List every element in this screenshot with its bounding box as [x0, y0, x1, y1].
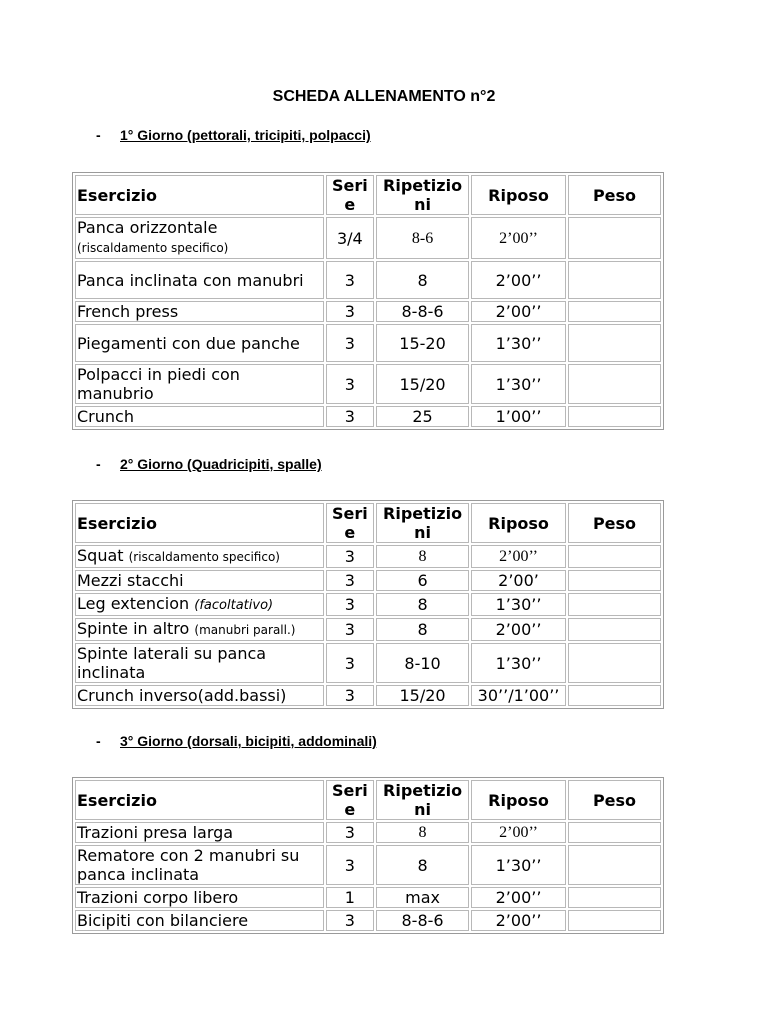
exercise-cell: Piegamenti con due panche: [75, 324, 324, 362]
exercise-cell: Squat (riscaldamento specifico): [75, 545, 324, 568]
riposo-cell: 1’30’’: [471, 643, 566, 683]
rip-cell: 8-8-6: [376, 910, 469, 931]
table-row: [75, 618, 661, 641]
list-dash: -: [96, 456, 101, 472]
rip-cell: 8-8-6: [376, 301, 469, 322]
peso-cell: [568, 217, 661, 259]
day-1-label: 1° Giorno (pettorali, tricipiti, polpacci): [120, 127, 371, 143]
rip-cell: 6: [376, 570, 469, 591]
serie-cell: 3: [326, 618, 375, 641]
header-serie: Seri e: [326, 175, 375, 215]
day-2-label: 2° Giorno (Quadricipiti, spalle): [120, 456, 322, 472]
list-dash: -: [96, 127, 101, 143]
riposo-cell: 1’30’’: [471, 593, 566, 616]
list-dash: -: [96, 733, 101, 749]
peso-cell: [568, 261, 661, 299]
riposo-cell: 2’00’’: [471, 217, 566, 259]
exercise-cell: French press: [75, 301, 324, 322]
table-header-row: [75, 780, 661, 820]
peso-cell: [568, 406, 661, 427]
table-row: [75, 217, 661, 259]
day-1-heading: [96, 127, 371, 143]
serie-cell: 3: [326, 643, 375, 683]
header-serie: Seri e: [326, 503, 375, 543]
riposo-cell: 1’30’’: [471, 324, 566, 362]
rip-cell: 8: [376, 545, 469, 568]
rip-cell: 8: [376, 261, 469, 299]
header-peso: Peso: [568, 503, 661, 543]
peso-cell: [568, 910, 661, 931]
table-row: [75, 570, 661, 591]
peso-cell: [568, 845, 661, 885]
riposo-cell: 2’00’’: [471, 261, 566, 299]
peso-cell: [568, 618, 661, 641]
serie-cell: 3: [326, 406, 375, 427]
header-esercizio: Esercizio: [75, 175, 324, 215]
rip-cell: 8: [376, 845, 469, 885]
table-row: [75, 406, 661, 427]
serie-cell: 3: [326, 910, 375, 931]
rip-cell: 8: [376, 822, 469, 843]
header-esercizio: Esercizio: [75, 503, 324, 543]
rip-cell: max: [376, 887, 469, 908]
exercise-cell: Panca inclinata con manubri: [75, 261, 324, 299]
serie-cell: 3: [326, 545, 375, 568]
day-3-label: 3° Giorno (dorsali, bicipiti, addominali): [120, 733, 377, 749]
exercise-cell: Rematore con 2 manubri su panca inclinata: [75, 845, 324, 885]
riposo-cell: 2’00’’: [471, 887, 566, 908]
serie-cell: 3: [326, 324, 375, 362]
exercise-cell: Bicipiti con bilanciere: [75, 910, 324, 931]
header-esercizio: Esercizio: [75, 780, 324, 820]
table-row: [75, 910, 661, 931]
rip-cell: 8-6: [376, 217, 469, 259]
table-row: [75, 364, 661, 404]
header-serie: Seri e: [326, 780, 375, 820]
exercise-cell: Spinte laterali su panca inclinata: [75, 643, 324, 683]
peso-cell: [568, 364, 661, 404]
peso-cell: [568, 301, 661, 322]
rip-cell: 15/20: [376, 364, 469, 404]
rip-cell: 15/20: [376, 685, 469, 706]
peso-cell: [568, 545, 661, 568]
riposo-cell: 1’30’’: [471, 364, 566, 404]
table-header-row: [75, 503, 661, 543]
riposo-cell: 1’00’’: [471, 406, 566, 427]
rip-cell: 15-20: [376, 324, 469, 362]
table-row: [75, 643, 661, 683]
serie-cell: 3/4: [326, 217, 375, 259]
day-3-table: [72, 777, 664, 934]
table-row: [75, 887, 661, 908]
serie-cell: 3: [326, 685, 375, 706]
header-peso: Peso: [568, 175, 661, 215]
serie-cell: 3: [326, 822, 375, 843]
table-row: [75, 301, 661, 322]
serie-cell: 3: [326, 261, 375, 299]
header-riposo: Riposo: [471, 503, 566, 543]
exercise-cell: Spinte in altro (manubri parall.): [75, 618, 324, 641]
riposo-cell: 30’’/1’00’’: [471, 685, 566, 706]
document-title: SCHEDA ALLENAMENTO n°2: [272, 88, 496, 105]
header-peso: Peso: [568, 780, 661, 820]
header-riposo: Riposo: [471, 780, 566, 820]
table-row: [75, 845, 661, 885]
table-row: [75, 822, 661, 843]
riposo-cell: 2’00’’: [471, 618, 566, 641]
peso-cell: [568, 887, 661, 908]
exercise-cell: Mezzi stacchi: [75, 570, 324, 591]
riposo-cell: 2’00’’: [471, 822, 566, 843]
riposo-cell: 2’00’: [471, 570, 566, 591]
rip-cell: 8: [376, 618, 469, 641]
peso-cell: [568, 685, 661, 706]
table-row: [75, 593, 661, 616]
peso-cell: [568, 643, 661, 683]
serie-cell: 1: [326, 887, 375, 908]
table-row: [75, 324, 661, 362]
exercise-cell: Crunch inverso(add.bassi): [75, 685, 324, 706]
serie-cell: 3: [326, 593, 375, 616]
exercise-cell: Leg extencion (facoltativo): [75, 593, 324, 616]
day-2-heading: [96, 456, 322, 472]
day-2-table: [72, 500, 664, 709]
peso-cell: [568, 822, 661, 843]
header-riposo: Riposo: [471, 175, 566, 215]
riposo-cell: 2’00’’: [471, 301, 566, 322]
exercise-cell: Polpacci in piedi con manubrio: [75, 364, 324, 404]
day-1-table: [72, 172, 664, 430]
peso-cell: [568, 570, 661, 591]
serie-cell: 3: [326, 301, 375, 322]
exercise-cell: Trazioni corpo libero: [75, 887, 324, 908]
table-row: [75, 261, 661, 299]
peso-cell: [568, 324, 661, 362]
header-ripetizioni: Ripetizio ni: [376, 175, 469, 215]
exercise-cell: Crunch: [75, 406, 324, 427]
exercise-cell: Panca orizzontale (riscaldamento specifico): [75, 217, 324, 259]
table-row: [75, 685, 661, 706]
serie-cell: 3: [326, 570, 375, 591]
rip-cell: 8: [376, 593, 469, 616]
serie-cell: 3: [326, 845, 375, 885]
table-header-row: [75, 175, 661, 215]
riposo-cell: 2’00’’: [471, 545, 566, 568]
table-row: [75, 545, 661, 568]
rip-cell: 8-10: [376, 643, 469, 683]
exercise-cell: Trazioni presa larga: [75, 822, 324, 843]
peso-cell: [568, 593, 661, 616]
rip-cell: 25: [376, 406, 469, 427]
day-3-heading: [96, 733, 377, 749]
riposo-cell: 2’00’’: [471, 910, 566, 931]
riposo-cell: 1’30’’: [471, 845, 566, 885]
header-ripetizioni: Ripetizio ni: [376, 780, 469, 820]
serie-cell: 3: [326, 364, 375, 404]
header-ripetizioni: Ripetizio ni: [376, 503, 469, 543]
